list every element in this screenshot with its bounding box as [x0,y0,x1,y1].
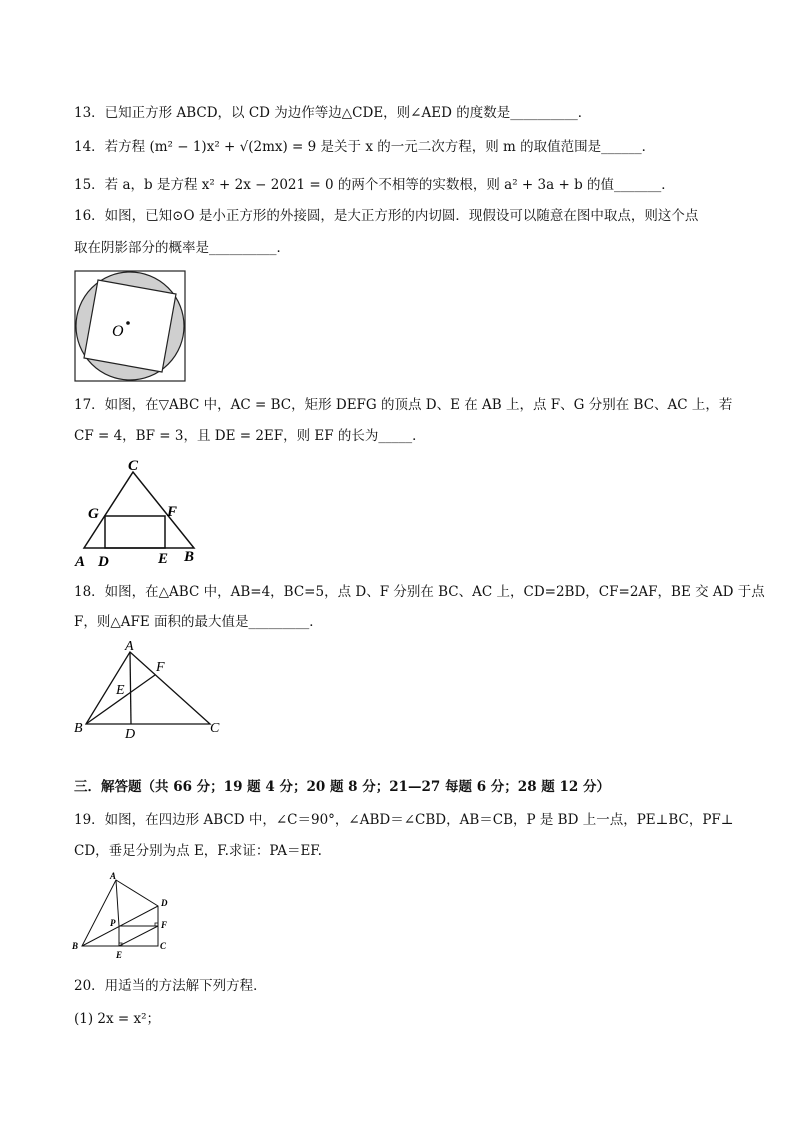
label-f: F [167,504,178,520]
question-18-line-2: F，则△AFE 面积的最大值是_________． [74,614,323,630]
label-c: C [210,721,220,736]
label-e: E [116,683,125,698]
label-b: B [74,721,83,736]
question-19-line-1: 19．如图，在四边形 ABCD 中，∠C＝90°，∠ABD＝∠CBD，AB＝CB，P 是 BD 上一点，PE⊥BC，PF⊥ [74,812,734,828]
label-a: A [75,554,86,570]
figure-18 [70,638,230,746]
question-16-line-1: 16．如图，已知⊙O 是小正方形的外接圆，是大正方形的内切圆．现假设可以随意在图中取点，则这个点 [74,208,699,224]
label-d: D [98,554,109,570]
label-d: D [161,898,168,908]
question-19-line-2: CD，垂足分别为点 E，F.求证：PA＝EF. [74,843,322,859]
label-f: F [161,920,168,930]
label-g: G [88,506,99,522]
label-c: C [160,941,167,951]
label-o: O [112,323,124,340]
label-f: F [156,660,165,675]
figure-17 [72,456,212,576]
question-17-line-1: 17．如图，在▽ABC 中，AC = BC，矩形 DEFG 的顶点 D、E 在 AB 上，点 F、G 分别在 BC、AC 上，若 [74,397,733,413]
label-e: E [158,551,169,567]
question-20-part-1: (1) 2x = x²； [74,1011,161,1027]
label-a: A [125,639,134,654]
figure-16 [74,270,186,386]
question-20: 20．用适当的方法解下列方程． [74,978,267,994]
question-14: 14．若方程 (m² − 1)x² + √(2mx) = 9 是关于 x 的一元二次方程，则 m 的取值范围是______． [74,139,656,155]
label-b: B [72,941,79,951]
question-17-line-2: CF = 4，BF = 3，且 DE = 2EF，则 EF 的长为_____． [74,428,426,444]
question-16-line-2: 取在阴影部分的概率是__________． [74,240,290,256]
label-e: E [116,950,123,960]
label-c: C [128,458,139,474]
question-15: 15．若 a，b 是方程 x² + 2x − 2021 = 0 的两个不相等的实数根，则 a² + 3a + b 的值_______． [74,177,675,193]
figure-19 [68,870,180,966]
label-d: D [125,727,136,742]
question-18-line-1: 18．如图，在△ABC 中，AB=4，BC=5，点 D、F 分别在 BC、AC 上，CD=2BD，CF=2AF，BE 交 AD 于点 [74,584,765,600]
section-3-heading: 三．解答题（共 66 分；19 题 4 分；20 题 8 分；21—27 每题 6 分；28 题 12 分） [74,779,610,795]
label-b: B [184,549,195,565]
label-p: P [110,918,116,928]
question-13: 13．已知正方形 ABCD，以 CD 为边作等边△CDE，则∠AED 的度数是__________． [74,105,592,121]
label-a: A [110,871,117,881]
